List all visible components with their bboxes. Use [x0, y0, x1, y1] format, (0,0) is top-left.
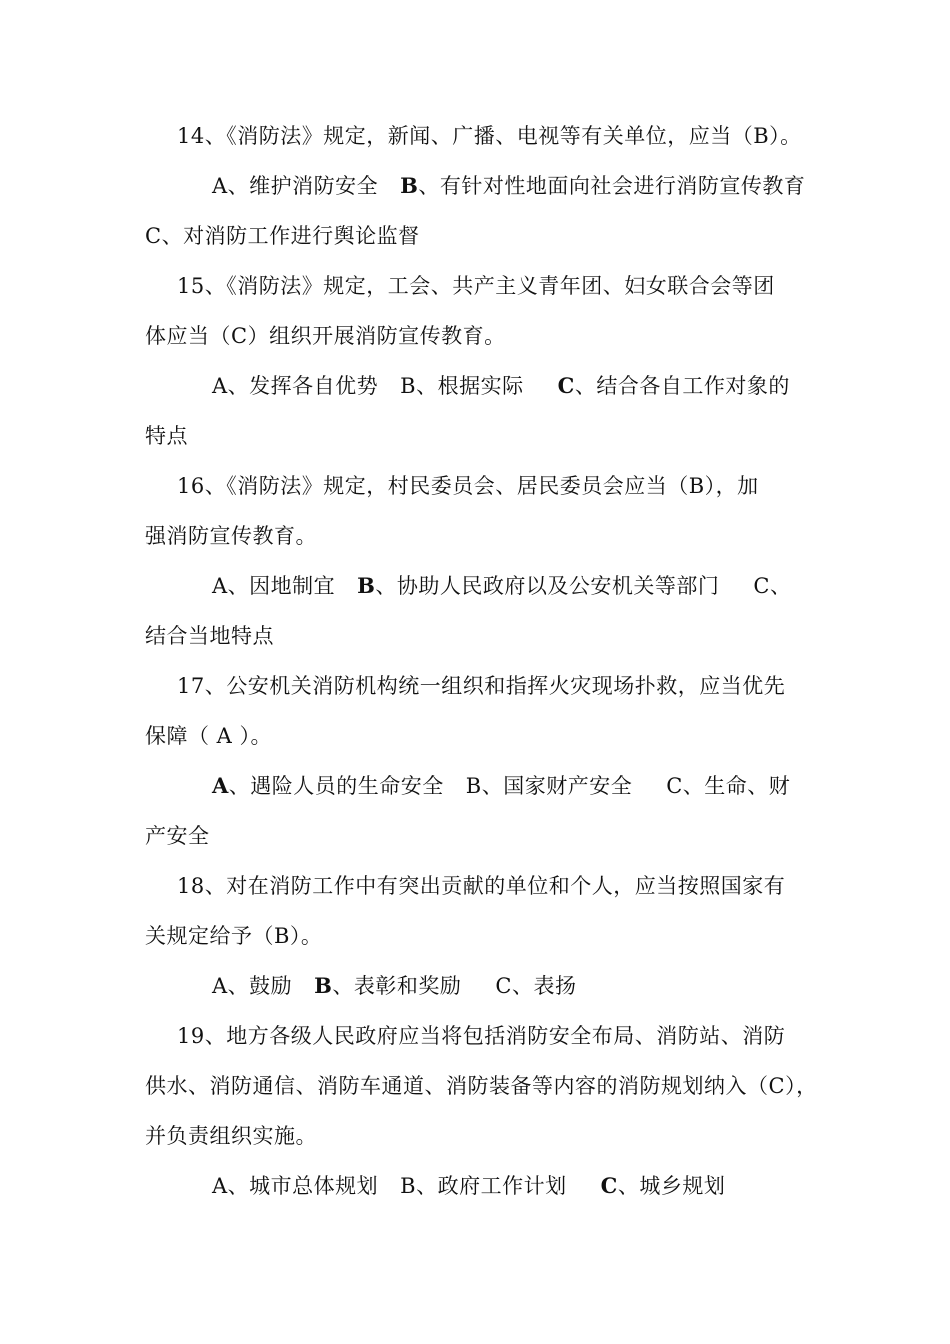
q19-option-a: A、城市总体规划: [212, 1174, 379, 1198]
q16-option-b-letter: B: [357, 573, 376, 598]
q15-option-c-letter: C: [557, 373, 575, 398]
q18-option-b-text: 、表彰和奖励: [332, 974, 462, 998]
q17-option-c-continued: 产安全: [145, 824, 210, 848]
q15-option-b: B、根据实际: [400, 374, 524, 398]
q18-option-c: C、表扬: [495, 974, 577, 998]
q17-option-c-start: C、生命、财: [666, 774, 791, 798]
q17-option-a-letter: A: [212, 773, 229, 798]
q18-option-b-letter: B: [314, 973, 333, 998]
q17-stem-line2: 保障（ A ）。: [145, 724, 273, 748]
q16-option-a: A、因地制宜: [212, 574, 336, 598]
q18-stem-line1: 18、对在消防工作中有突出贡献的单位和个人，应当按照国家有: [177, 874, 786, 898]
q15-option-c-continued: 特点: [145, 424, 188, 448]
q16-options-line: [212, 572, 877, 600]
q19-option-c-letter: C: [600, 1173, 618, 1198]
q16-stem-line1: 16、《消防法》规定，村民委员会、居民委员会应当（B），加: [177, 474, 759, 498]
q19-option-c-text: 、城乡规划: [617, 1174, 726, 1198]
q16-option-b-text: 、协助人民政府以及公安机关等部门: [375, 574, 720, 598]
q19-stem-line3: 并负责组织实施。: [145, 1124, 317, 1148]
q14-option-b-text: 、有针对性地面向社会进行消防宣传教育: [418, 174, 806, 198]
q14-option-b-letter: B: [400, 173, 419, 198]
q14-options-line: [212, 172, 877, 200]
q17-option-a-text: 、遇险人员的生命安全: [228, 774, 444, 798]
q18-stem-line2: 关规定给予（B）。: [145, 924, 323, 948]
q19-stem-line2: 供水、消防通信、消防车通道、消防装备等内容的消防规划纳入（C），: [145, 1074, 818, 1098]
q17-options-line: [212, 772, 877, 800]
q16-stem-line2: 强消防宣传教育。: [145, 524, 317, 548]
q16-option-c-continued: 结合当地特点: [145, 624, 274, 648]
q17-stem-line1: 17、公安机关消防机构统一组织和指挥火灾现场扑救，应当优先: [177, 674, 786, 698]
q19-options-line: [212, 1172, 877, 1200]
q18-option-a: A、鼓励: [212, 974, 293, 998]
q15-options-line: [212, 372, 877, 400]
q19-stem-line1: 19、地方各级人民政府应当将包括消防安全布局、消防站、消防: [177, 1024, 786, 1048]
q19-option-b: B、政府工作计划: [400, 1174, 567, 1198]
q14-stem-line1: 14、《消防法》规定，新闻、广播、电视等有关单位，应当（B）。: [177, 124, 802, 148]
q15-option-a: A、发挥各自优势: [212, 374, 379, 398]
q16-option-c-start: C、: [753, 574, 792, 598]
q17-option-b: B、国家财产安全: [465, 774, 633, 798]
q15-option-c-text: 、结合各自工作对象的: [574, 374, 790, 398]
q14-option-c: C、对消防工作进行舆论监督: [145, 224, 420, 248]
q18-options-line: [212, 972, 877, 1000]
q14-option-a: A、维护消防安全: [212, 174, 379, 198]
q15-stem-line1: 15、《消防法》规定，工会、共产主义青年团、妇女联合会等团: [177, 274, 775, 298]
q15-stem-line2: 体应当（C）组织开展消防宣传教育。: [145, 324, 506, 348]
